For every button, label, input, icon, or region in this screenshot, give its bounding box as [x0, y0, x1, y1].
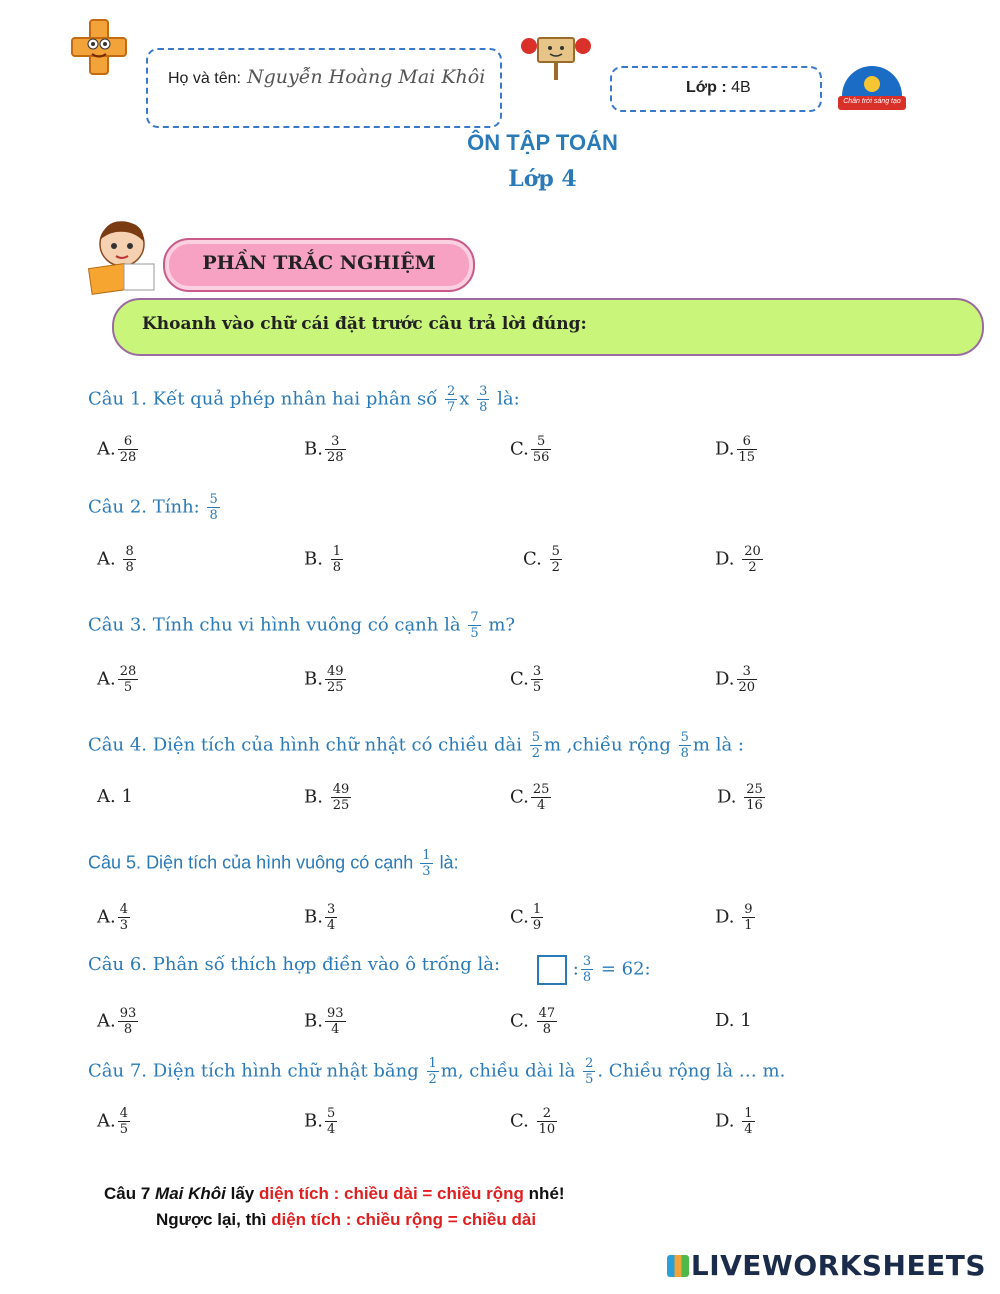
q7-option-d[interactable]: D. $\frac{1}{4}$: [715, 1106, 753, 1137]
instruction-text: Khoanh vào chữ cái đặt trước câu trả lời đúng:: [142, 314, 587, 334]
class-value[interactable]: 4B: [731, 79, 751, 96]
liveworksheets-logo: LIVEWORKSHEETS: [667, 1249, 986, 1282]
q4-option-d[interactable]: D. $\frac{25}{16}$: [717, 782, 763, 813]
hint-line-2: Ngược lại, thì diện tích : chiều rộng = chiều dài: [156, 1210, 537, 1229]
answer-blank-box[interactable]: [537, 955, 567, 985]
question-4: Câu 4. Diện tích của hình chữ nhật có chiều dài $\frac{5}{2}$ m ,chiều rộng $\frac{5}{8}$ m là :: [88, 730, 744, 761]
q6-option-c[interactable]: C. $\frac{47}{8}$: [510, 1006, 556, 1037]
mascot-plus-icon: [70, 18, 128, 76]
q3-option-a[interactable]: A. $\frac{28}{5}$: [97, 664, 137, 695]
page-subtitle: Lớp 4: [508, 166, 577, 192]
sign-mascot-icon: [520, 34, 592, 84]
section-banner: [163, 238, 475, 292]
question-5: Câu 5. Diện tích của hình vuông có cạnh $\frac{1}{3}$ là:: [88, 848, 459, 879]
class-box: [610, 66, 822, 112]
q3-option-b[interactable]: B. $\frac{49}{25}$: [304, 664, 344, 695]
question-2: Câu 2. Tính: $\frac{5}{8}$: [88, 492, 218, 523]
hint-line-1: Câu 7 Mai Khôi lấy diện tích : chiều dài = chiều rộng nhé!: [104, 1184, 565, 1203]
instruction-banner: [112, 298, 984, 356]
q7-option-b[interactable]: B. $\frac{5}{4}$: [304, 1106, 336, 1137]
q2-option-a[interactable]: A. $\frac{8}{8}$: [97, 544, 134, 575]
q2-option-d[interactable]: D. $\frac{20}{2}$: [715, 544, 761, 575]
q1-option-a[interactable]: A. $\frac{6}{28}$: [97, 434, 137, 465]
publisher-logo-text: Chân trời sáng tạo: [843, 98, 901, 105]
question-1: Câu 1. Kết quả phép nhân hai phân số $\frac{2}{7}$ x $\frac{3}{8}$ là:: [88, 384, 520, 415]
liveworksheets-mark-icon: [667, 1255, 689, 1277]
name-value[interactable]: Nguyễn Hoàng Mai Khôi: [246, 66, 486, 88]
q3-option-c[interactable]: C. $\frac{3}{5}$: [510, 664, 542, 695]
q6-option-b[interactable]: B. $\frac{93}{4}$: [304, 1006, 344, 1037]
question-7: Câu 7. Diện tích hình chữ nhật băng $\frac{1}{2}$ m, chiều dài là $\frac{2}{5}$ . Chiều rộng là … m.: [88, 1056, 786, 1087]
q5-option-a[interactable]: A. $\frac{4}{3}$: [97, 902, 129, 933]
q1-option-b[interactable]: B. $\frac{3}{28}$: [304, 434, 344, 465]
q5-option-b[interactable]: B. $\frac{3}{4}$: [304, 902, 336, 933]
q2-option-c[interactable]: C. $\frac{5}{2}$: [523, 544, 560, 575]
class-label: Lớp :: [686, 79, 727, 96]
q1-option-d[interactable]: D. $\frac{6}{15}$: [715, 434, 756, 465]
q4-option-a[interactable]: A. 1: [97, 786, 133, 807]
question-6: Câu 6. Phân số thích hợp điền vào ô trống là:: [88, 954, 501, 975]
name-box: [146, 48, 502, 128]
q7-option-c[interactable]: C. $\frac{2}{10}$: [510, 1106, 556, 1137]
name-label: Họ và tên:: [168, 70, 241, 87]
publisher-logo: [836, 54, 908, 114]
page-title: ÔN TẬP TOÁN: [467, 130, 618, 155]
q2-option-b[interactable]: B. $\frac{1}{8}$: [304, 544, 341, 575]
section-title: PHẦN TRẮC NGHIỆM: [202, 252, 436, 274]
q6-option-a[interactable]: A. $\frac{93}{8}$: [97, 1006, 137, 1037]
q3-option-d[interactable]: D. $\frac{3}{20}$: [715, 664, 756, 695]
question-6-equation: : $\frac{3}{8}$ = 62:: [537, 954, 651, 985]
q7-option-a[interactable]: A. $\frac{4}{5}$: [97, 1106, 129, 1137]
q5-option-c[interactable]: C. $\frac{1}{9}$: [510, 902, 542, 933]
q4-option-b[interactable]: B. $\frac{49}{25}$: [304, 782, 350, 813]
question-3: Câu 3. Tính chu vi hình vuông có cạnh là $\frac{7}{5}$ m?: [88, 610, 516, 641]
boy-reading-icon: [86, 214, 166, 298]
q1-option-c[interactable]: C. $\frac{5}{56}$: [510, 434, 550, 465]
q6-option-d[interactable]: D. 1: [715, 1010, 752, 1031]
q5-option-d[interactable]: D. $\frac{9}{1}$: [715, 902, 753, 933]
q4-option-c[interactable]: C. $\frac{25}{4}$: [510, 782, 550, 813]
